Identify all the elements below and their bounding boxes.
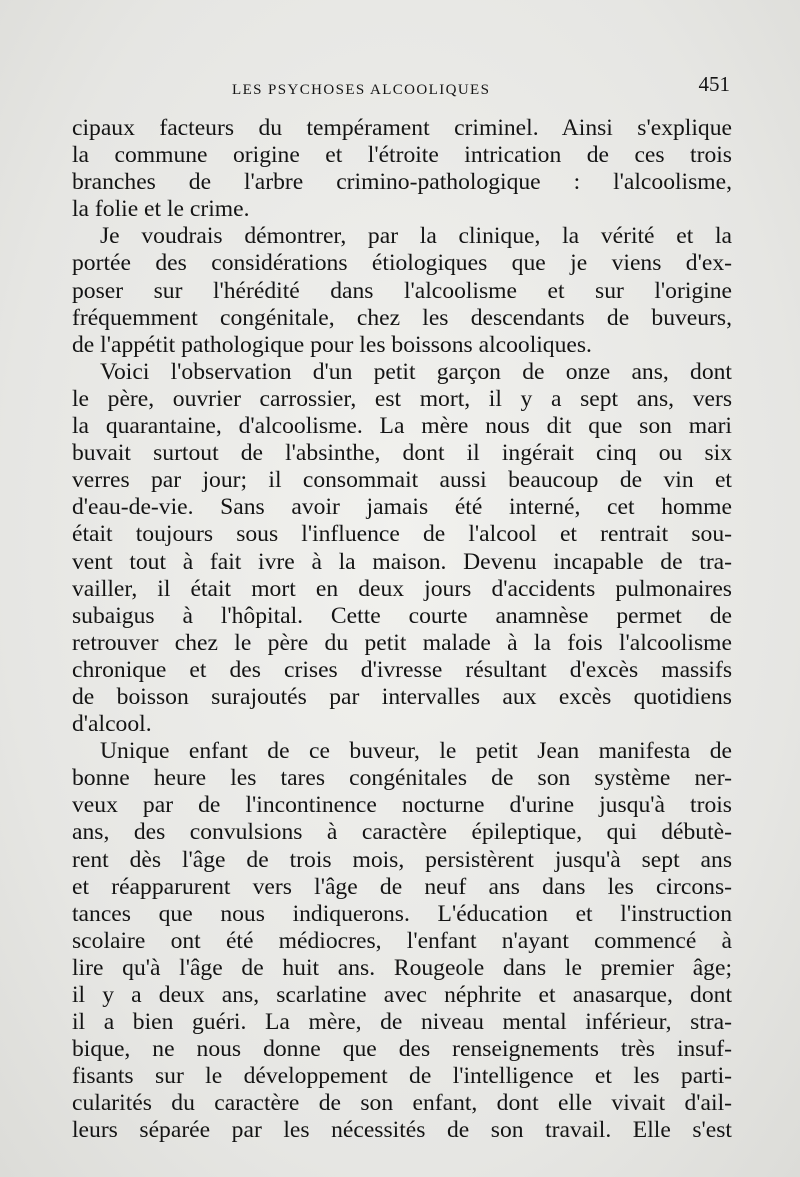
text-line: scolaire ont été médiocres, l'enfant n'ayant commencé à	[72, 927, 732, 954]
text-line: fréquemment congénitale, chez les descendants de buveurs,	[72, 304, 732, 331]
text-line: ans, des convulsions à caractère épileptique, qui débutè-	[72, 819, 732, 846]
text-line: de boisson surajoutés par intervalles aux excès quotidiens	[72, 683, 732, 710]
text-line: Voici l'observation d'un petit garçon de onze ans, dont	[100, 358, 732, 385]
text-line: portée des considérations étiologiques que je viens d'ex-	[72, 250, 732, 277]
text-line: branches de l'arbre crimino-pathologique : l'alcoolisme,	[72, 169, 732, 196]
text-line: tances que nous indiquerons. L'éducation et l'instruction	[72, 900, 732, 927]
text-line: la folie et le crime.	[72, 196, 250, 223]
text-line: buvait surtout de l'absinthe, dont il ingérait cinq ou six	[72, 440, 732, 467]
text-line: il y a deux ans, scarlatine avec néphrite et anasarque, dont	[72, 982, 732, 1008]
text-line: subaigus à l'hôpital. Cette courte anamnèse permet de	[72, 602, 732, 629]
text-line: il a bien guéri. La mère, de niveau mental inférieur, stra-	[72, 1009, 732, 1036]
text-line: rent dès l'âge de trois mois, persistèrent jusqu'à sept ans	[72, 846, 732, 873]
text-line: lire qu'à l'âge de huit ans. Rougeole dans le premier âge;	[72, 954, 732, 981]
text-line: la quarantaine, d'alcoolisme. La mère nous dit que son mari	[72, 413, 732, 440]
text-line: le père, ouvrier carrossier, est mort, il y a sept ans, vers	[72, 385, 732, 412]
text-line: d'alcool.	[72, 711, 152, 738]
running-title: LES PSYCHOSES ALCOOLIQUES	[232, 82, 491, 98]
text-line: de l'appétit pathologique pour les boissons alcooliques.	[72, 331, 592, 358]
body-text	[72, 115, 732, 1145]
text-line: veux par de l'incontinence nocturne d'urine jusqu'à trois	[72, 792, 732, 819]
text-line: poser sur l'hérédité dans l'alcoolisme et sur l'origine	[72, 277, 732, 304]
text-line: cularités du caractère de son enfant, dont elle vivait d'ail-	[72, 1090, 732, 1117]
text-line: retrouver chez le père du petit malade à la fois l'alcoolisme	[72, 629, 732, 656]
text-line: Unique enfant de ce buveur, le petit Jean manifesta de	[100, 738, 732, 765]
text-line: leurs séparée par les nécessités de son travail. Elle s'est	[72, 1117, 732, 1144]
page-number: 451	[698, 72, 730, 96]
text-line: chronique et des crises d'ivresse résultant d'excès massifs	[72, 656, 732, 683]
text-line: d'eau-de-vie. Sans avoir jamais été interné, cet homme	[72, 494, 732, 521]
text-line: et réapparurent vers l'âge de neuf ans dans les circons-	[72, 873, 732, 900]
text-line: Je voudrais démontrer, par la clinique, la vérité et la	[100, 223, 732, 250]
page-header	[232, 72, 730, 102]
text-line: verres par jour; il consommait aussi beaucoup de vin et	[72, 467, 732, 494]
text-line: vailler, il était mort en deux jours d'accidents pulmonaires	[72, 575, 732, 602]
text-line: bique, ne nous donne que des renseignements très insuf-	[72, 1036, 732, 1063]
text-line: bonne heure les tares congénitales de son système ner-	[72, 765, 732, 792]
text-line: cipaux facteurs du tempérament criminel. Ainsi s'explique	[72, 115, 732, 141]
text-line: la commune origine et l'étroite intrication de ces trois	[72, 142, 732, 169]
text-line: était toujours sous l'influence de l'alcool et rentrait sou-	[72, 521, 732, 548]
text-line: vent tout à fait ivre à la maison. Devenu incapable de tra-	[72, 548, 732, 575]
text-line: fisants sur le développement de l'intelligence et les parti-	[72, 1063, 732, 1090]
